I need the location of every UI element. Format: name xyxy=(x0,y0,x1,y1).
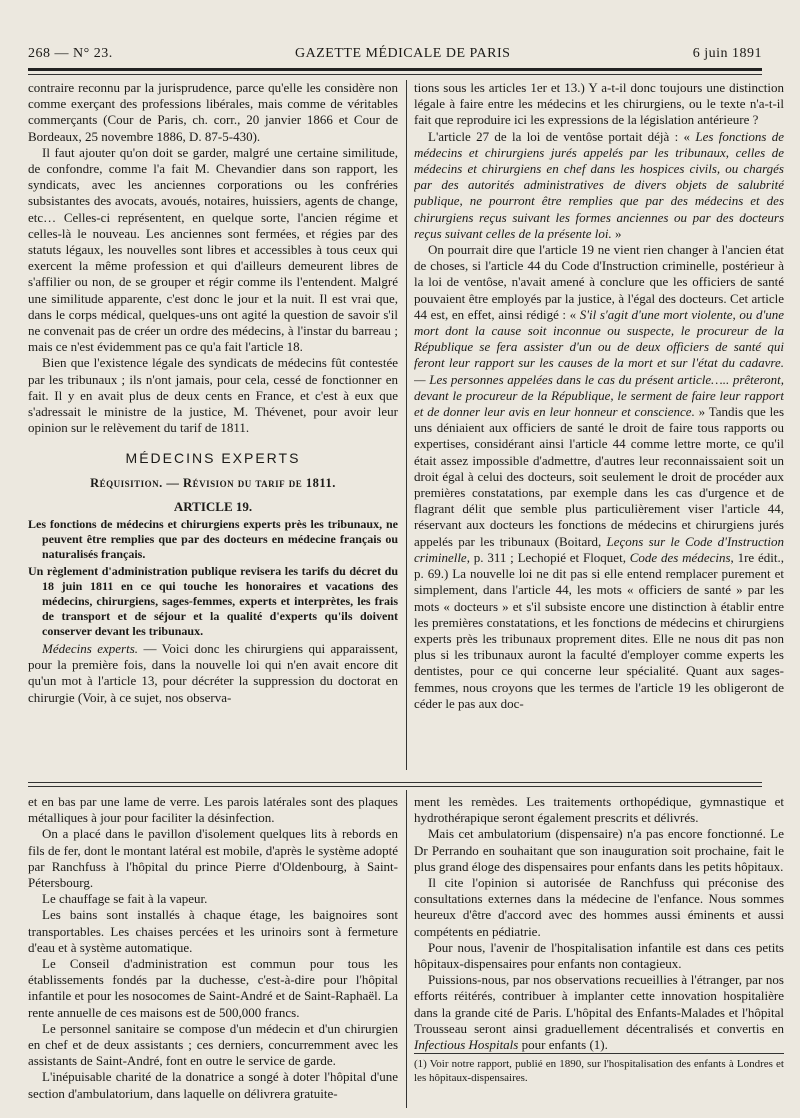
paragraph-text: Puissions-nous, par nos observations recueillies à l'étranger, par nos efforts réitérés, contribuer à implanter cette innovation hospitalière dans la grande cité de Paris. L'hôpital des Enfants-Malades et l'hôpital Trousseau seront ainsi graduellement décentralisés et convertis en xyxy=(414,972,784,1036)
paragraph: Le personnel sanitaire se compose d'un médecin et d'un chirurgien en chef et de deux assistants ; ces derniers, concurremment avec les assistants de Saint-André, font en outre le service de garde. xyxy=(28,1020,398,1069)
column-divider xyxy=(406,80,407,770)
section-subtitle: Réquisition. — Révision du tarif de 1811. xyxy=(90,475,336,490)
paragraph xyxy=(414,129,784,242)
paragraph: Bien que l'existence légale des syndicats de médecins fût contestée par les tribunaux ; ils n'ont jamais, pour cela, cessé de fonctionner en fait. Il y en avait plus de deux cents en France, et c'est à eux que s'adressait le ministre de la justice, M. Thévenet, pour avoir leur opinion sur le relèvement du tarif de 1811. xyxy=(28,355,398,436)
paragraph: L'inépuisable charité de la donatrice a songé à doter l'hôpital d'une section d'ambulatorium, dans laquelle on délivrera gratuite- xyxy=(28,1069,398,1101)
paragraph xyxy=(414,242,784,712)
section-title: MÉDECINS EXPERTS xyxy=(125,450,301,467)
paragraph-text: On pourrait dire que l'article 19 ne vient rien changer à l'ancien état de choses, si l'article 44 du Code d'Instruction criminelle, postérieur à la loi de ventôse, n'avait amené à conclure que les officiers de santé pouvaient être employés par la justice, à l'égal des docteurs. Cet article 44 est, en effet, ainsi rédigé : « xyxy=(414,242,784,322)
paragraph-text: » Tandis que les uns déniaient aux officiers de santé le droit de faire tous rapports ou expertises, considérant ainsi l'article 44 comme lettre morte, ce qu'il était assez impossible d'admettre, d'autres leur reconnaissaient soit un droit égal à celui des docteurs, soit seulement le droit de procéder aux premières constatations, par exemple dans les cas d'urgence et de flagrant délit que semble plus particulièrement viser l'article 44, réservant aux docteurs les fonctions de médecins et chirurgiens jurés appelés par les tribunaux (Boitard, xyxy=(414,404,784,549)
page-header xyxy=(28,46,762,66)
paragraph: tions sous les articles 1er et 13.) Y a-t-il donc toujours une distinction légale à faire entre les médecins et les chirurgiens, ou le texte n'a-t-il fait que reproduire ici les expressions de la législation antérieure ? xyxy=(414,80,784,128)
paragraph-text: pour enfants (1). xyxy=(518,1037,608,1053)
column-divider xyxy=(406,790,407,1108)
page-number: 268 — N° 23. xyxy=(28,46,113,61)
header-rule-thin xyxy=(28,74,762,75)
paragraph xyxy=(28,641,398,706)
emphasis: Infectious Hospitals xyxy=(414,1037,519,1053)
citation-title: Code des médecins xyxy=(629,549,731,565)
paragraph-text: — Voici donc les chirurgiens qui apparaissent, pour la première fois, dans la nouvelle loi qui n'en avait encore dit qu'un mot à l'article 13, pour décréter la suppression du doctorat en chirurgie (Voir, à ce sujet, nos observa- xyxy=(28,641,398,705)
journal-title: GAZETTE MÉDICALE DE PARIS xyxy=(295,46,511,61)
article-title: ARTICLE 19. xyxy=(173,498,253,514)
paragraph-text: » xyxy=(611,225,622,241)
paragraph: Le chauffage se fait à la vapeur. xyxy=(42,891,208,907)
paragraph-text: , p. 311 ; Lechopié et Floquet, xyxy=(466,549,630,565)
quotation: Les fonctions de médecins et chirurgiens jurés appelés par les tribunaux, celles de médecins et chirurgiens en chef dans les hospices civils, ou chargés par des autorités administratives de divers objets de salubrité publique, ne pourront être remplies que par des médecins et des chirurgiens reçus suivant les formes anciennes ou par des docteurs reçus suivant celles de la présente loi. xyxy=(414,128,784,241)
paragraph-text: , 1re édit., p. 69.) La nouvelle loi ne dit pas si elle entend remplacer purement et simplement, dans l'article 44, les mots « officiers de santé » par les mots « docteurs » et s'il subsiste encore une distinction à établir entre les premières constatations, et les fonctions de médecins et chirurgiens experts près les tribunaux proprement dites. Elle ne nous dit pas non plus si les tribunaux auront la faculté d'employer comme experts les dentistes, pour ce qui concerne leur spécialité. Quant aux sages-femmes, nous croyons que les termes de l'article 19 les obligeront de céder le pas aux doc- xyxy=(414,549,784,711)
paragraph xyxy=(414,972,784,1053)
quotation: S'il s'agit d'une mort violente, ou d'une mort dont la cause soit inconnue ou suspecte, le procureur de la République se fera assister d'un ou de deux officiers de santé qui feront leur rapport sur les causes de la mort et sur l'état du cadavre. — Les personnes appelées dans le cas du présent article….. prêteront, devant le procureur de la République, le serment de faire leur rapport et de donner leur avis en leur honneur et conscience. xyxy=(414,306,784,420)
paragraph: On a placé dans le pavillon d'isolement quelques lits à rebords en fils de fer, dont le montant latéral est mobile, d'après le système adopté par Ranchfuss à l'hôpital du prince Pierre d'Oldenbourg, à Saint-Pétersbourg. xyxy=(28,826,398,891)
right-column xyxy=(414,80,784,780)
bottom-left-column xyxy=(28,794,398,1114)
paragraph: Il cite l'opinion si autorisée de Ranchfuss qui préconise des consultations externes dans la médecine de l'enfance. Nous sommes heureux d'être d'accord avec des hommes aussi éminents et aussi compétents en pédiatrie. xyxy=(414,875,784,939)
paragraph: contraire reconnu par la jurisprudence, parce qu'elle les considère non comme exerçant des professions libérales, mais comme de véritables commerçants (Cour de Paris, ch. corr., 20 janvier 1866 et Cour de Bordeaux, 25 novembre 1886, D. 87-5-430). xyxy=(28,80,398,144)
issue-date: 6 juin 1891 xyxy=(692,46,762,61)
section-rule xyxy=(28,782,762,783)
paragraph: Les bains sont installés à chaque étage, les baignoires sont transportables. Les chaises percées et les urinoirs sont à fermeture d'eau et à système automatique. xyxy=(28,907,398,955)
run-in-heading: Médecins experts. xyxy=(42,641,139,657)
left-column xyxy=(28,80,398,780)
law-text: Un règlement d'administration publique revisera les tarifs du décret du 18 juin 1811 en ce qui touche les honoraires et vacations des médecins, chirurgiens, sages-femmes, experts et interprètes, les frais de transport et de séjour et la qualité d'experts qu'ils doivent conserver devant les tribunaux. xyxy=(28,564,398,639)
header-rule-thick xyxy=(28,68,762,71)
section-rule xyxy=(28,786,762,787)
footnote: (1) Voir notre rapport, publié en 1890, sur l'hospitalisation des enfants à Londres et les hôpitaux-dispensaires. xyxy=(414,1053,784,1085)
paragraph-text: L'article 27 de la loi de ventôse portait déjà : « xyxy=(428,128,696,144)
paragraph: Pour nous, l'avenir de l'hospitalisation infantile est dans ces petits hôpitaux-dispensaires pour enfants non contagieux. xyxy=(414,939,784,972)
law-text: Les fonctions de médecins et chirurgiens experts près les tribunaux, ne peuvent être remplies que par des docteurs en médecine français ou naturalisés français. xyxy=(28,517,398,562)
paragraph: Il faut ajouter qu'on doit se garder, malgré une certaine similitude, de confondre, comme l'a fait M. Chevandier dans son rapport, les syndicats, avec les anciennes corporations ou les confréries subsistantes des avocats, avoués, notaires, huissiers, agents de change, etc… Celles-ci représentent, en quelque sorte, l'ancien régime et celles-là le nouveau. Les anciennes sont fermées, et régies par des statuts légaux, les nouvelles sont libres et accessibles à tous ceux qui exercent la même profession et qui d'ailleurs demeurent libres de s'affilier ou non, de se grouper et régir comme ils l'entendent. Malgré une similitude apparente, c'est donc le jour et la nuit. Il est vrai que, dans le corps médical, quelques-uns ont agité la question de savoir s'il ne convenait pas de créer un ordre des médecins, à l'instar du barreau ; mais ce n'est évidemment pas ce qu'a fait l'article 18. xyxy=(28,144,398,355)
bottom-right-column xyxy=(414,794,784,1114)
paragraph: Le Conseil d'administration est commun pour tous les établissements fondés par la duchesse, c'est-à-dire pour l'hôpital infantile et pour les nosocomes de Saint-André et de Saint-Raphaël. La rente annuelle de ces maisons est de 500,000 francs. xyxy=(28,956,398,1020)
paragraph: ment les remèdes. Les traitements orthopédique, gymnastique et hydrothérapique seront également prescrits et délivrés. xyxy=(414,794,784,826)
citation-title: Leçons sur le Code d'Instruction criminelle xyxy=(414,533,784,565)
paragraph: et en bas par une lame de verre. Les parois latérales sont des plaques métalliques à jour pour faciliter la désinfection. xyxy=(28,794,398,826)
paragraph: Mais cet ambulatorium (dispensaire) n'a pas encore fonctionné. Le Dr Perrando en souhaitant que son inauguration soit prochaine, fait le plus grand éloge des dispensaires pour enfants dans les petits hôpitaux. xyxy=(414,826,784,874)
